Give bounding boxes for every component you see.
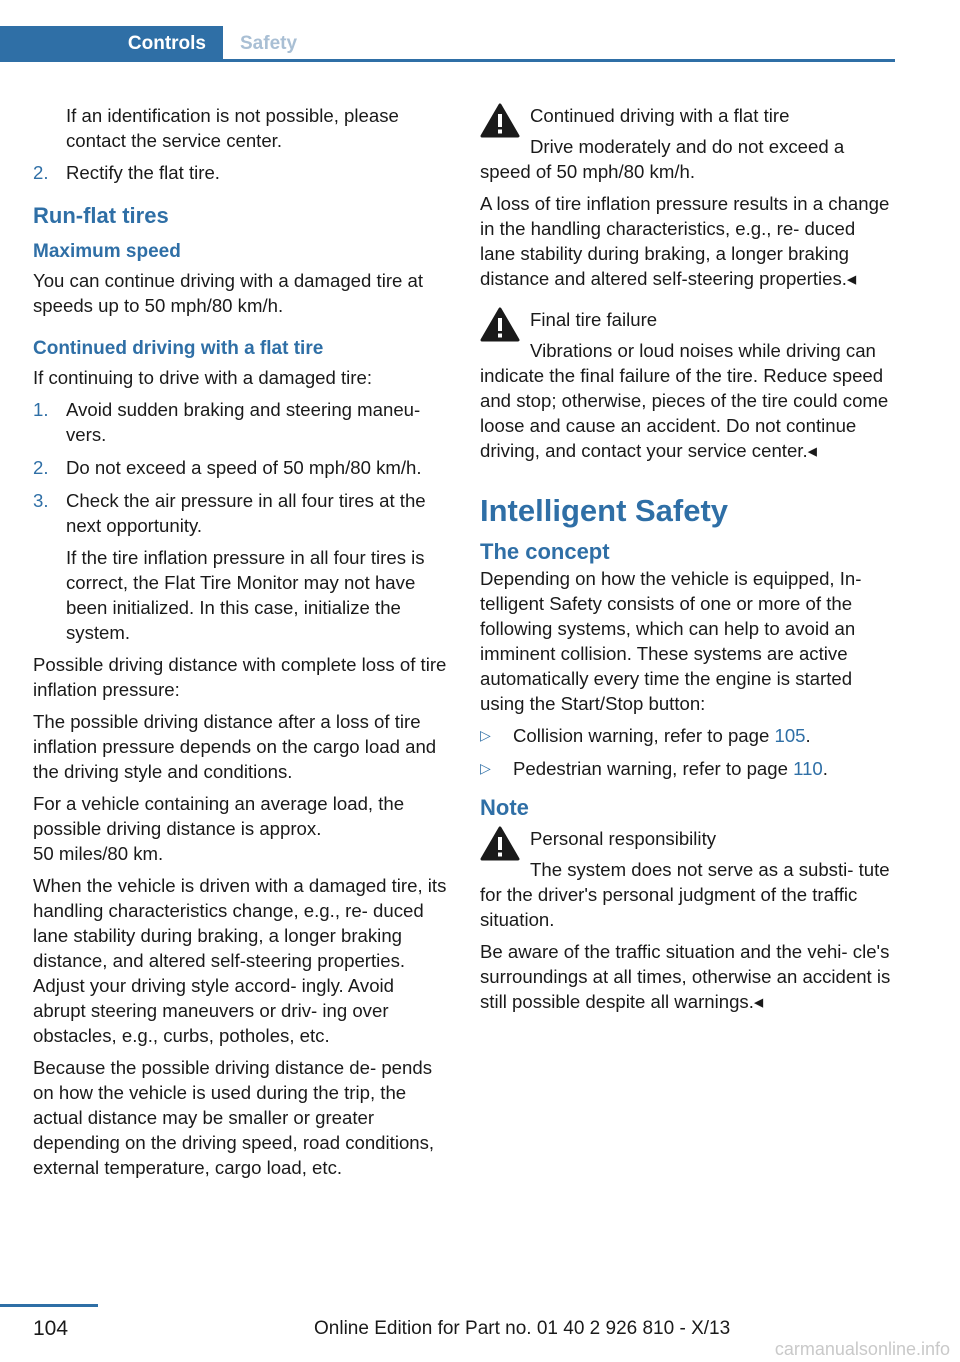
step-text: Do not exceed a speed of 50 mph/80 km/h. [66, 457, 422, 478]
paragraph: Because the possible driving distance de- pends on how the vehicle is used during the trip, the actual distance may be smaller or greater depending on the driving speed, road conditions, external temperature, cargo load, etc. [33, 1057, 435, 1178]
heading-intelligent-safety: Intelligent Safety [480, 493, 729, 528]
warning-icon [480, 307, 520, 344]
list-item [33, 455, 451, 480]
distance-text: For a vehicle containing an average load, the possible driving distance is approx. [33, 793, 405, 839]
step-sub-paragraph: If the tire inflation pressure in all four tires is correct, the Flat Tire Monitor may not have been initialized. In this case, initialize the system. [66, 547, 425, 643]
bullet-end: . [822, 758, 828, 779]
warning-icon [480, 826, 520, 863]
heading-note: Note [480, 795, 529, 820]
concept-paragraph: Depending on how the vehicle is equipped, In- telligent Safety consists of one or more of the following systems, which can help to avoid an imminent collision. These systems are active automatically every time the engine is started using the Start/Stop button: [480, 568, 862, 714]
continued-paragraph: If continuing to drive with a damaged tire: [33, 367, 373, 388]
paragraph: The possible driving distance after a loss of tire inflation pressure depends on the cargo load and the driving style and conditions. [33, 711, 437, 782]
edition-text: Online Edition for Part no. 01 40 2 926 810 - X/13 [314, 1318, 731, 1339]
step-list-top [33, 160, 451, 185]
list-item [33, 397, 451, 447]
step-number: 2. [33, 457, 49, 478]
warning-title: Personal responsibility [530, 828, 717, 849]
warning-body: The system does not serve as a substi- tute for the driver's personal judgment of the traffic situation. [480, 859, 890, 930]
step-text: Rectify the flat tire. [66, 162, 220, 183]
step-number: 3. [33, 490, 49, 511]
list-item [480, 756, 895, 781]
left-column [33, 103, 451, 1187]
step-text: Avoid sudden braking and steering maneu- vers. [66, 399, 421, 445]
bullet-triangle-icon: ▷ [480, 727, 491, 743]
max-speed-paragraph: You can continue driving with a damaged tire at speeds up to 50 mph/80 km/h. [33, 270, 424, 316]
paragraph: A loss of tire inflation pressure results in a change in the handling characteristics, e.g., re- duced lane stability during braking, a longer braking distance and altered self-steering properties.◂ [480, 193, 890, 289]
watermark: carmanualsonline.info [774, 1339, 950, 1359]
list-item [33, 160, 451, 185]
warning-title: Continued driving with a flat tire [530, 105, 790, 126]
heading-the-concept: The concept [480, 539, 610, 564]
page-header [0, 26, 895, 62]
warning-block [480, 307, 895, 463]
step-number: 2. [33, 162, 49, 183]
step-text: Check the air pressure in all four tires at the next opportunity. [66, 490, 426, 536]
warning-icon [480, 103, 520, 140]
heading-continued-driving: Continued driving with a flat tire [33, 338, 324, 359]
bullet-end: . [805, 725, 811, 746]
warning-block [480, 826, 895, 932]
page-number: 104 [33, 1317, 69, 1340]
list-item [33, 488, 451, 645]
page-link[interactable]: 105 [774, 725, 806, 746]
header-rule [0, 59, 895, 62]
step-list [33, 397, 451, 645]
warning-title: Final tire failure [530, 309, 658, 330]
paragraph: When the vehicle is driven with a damaged tire, its handling characteristics change, e.g., re- duced lane stability during braking, a longer braking distance, and altered self-steering properties. Adjust your driving style accord- ingly. Avoid abrupt steering maneuvers or driv- ing over obstacles, e.g., curbs, potholes, etc. [33, 875, 447, 1046]
paragraph: Possible driving distance with complete loss of tire inflation pressure: [33, 654, 447, 700]
footer-rule [0, 1304, 98, 1307]
heading-maximum-speed: Maximum speed [33, 241, 181, 262]
bullet-text: Pedestrian warning, refer to page [513, 758, 794, 779]
bullet-text: Collision warning, refer to page [513, 725, 775, 746]
warning-body: Vibrations or loud noises while driving can indicate the final failure of the tire. Reduce speed and stop; otherwise, pieces of the tire could come loose and cause an accident. Do not continue driving, and contact your service center.◂ [480, 340, 889, 461]
step-number: 1. [33, 399, 49, 420]
heading-run-flat-tires: Run-flat tires [33, 203, 169, 228]
list-item [480, 723, 895, 748]
system-list [480, 723, 895, 781]
intro-paragraph: If an identification is not possible, please contact the service center. [66, 105, 399, 151]
warning-block [480, 103, 895, 184]
warning-body: Drive moderately and do not exceed a speed of 50 mph/80 km/h. [480, 136, 845, 182]
right-column [480, 103, 895, 1021]
distance-value: 50 miles/80 km. [33, 843, 164, 864]
paragraph [33, 791, 451, 866]
paragraph: Be aware of the traffic situation and the vehi- cle's surroundings at all times, otherwise an accident is still possible despite all warnings.◂ [480, 941, 891, 1012]
bullet-triangle-icon: ▷ [480, 760, 491, 776]
tab-controls[interactable]: Controls [0, 26, 223, 62]
page-link[interactable]: 110 [793, 758, 823, 779]
tab-safety[interactable]: Safety [240, 33, 298, 54]
